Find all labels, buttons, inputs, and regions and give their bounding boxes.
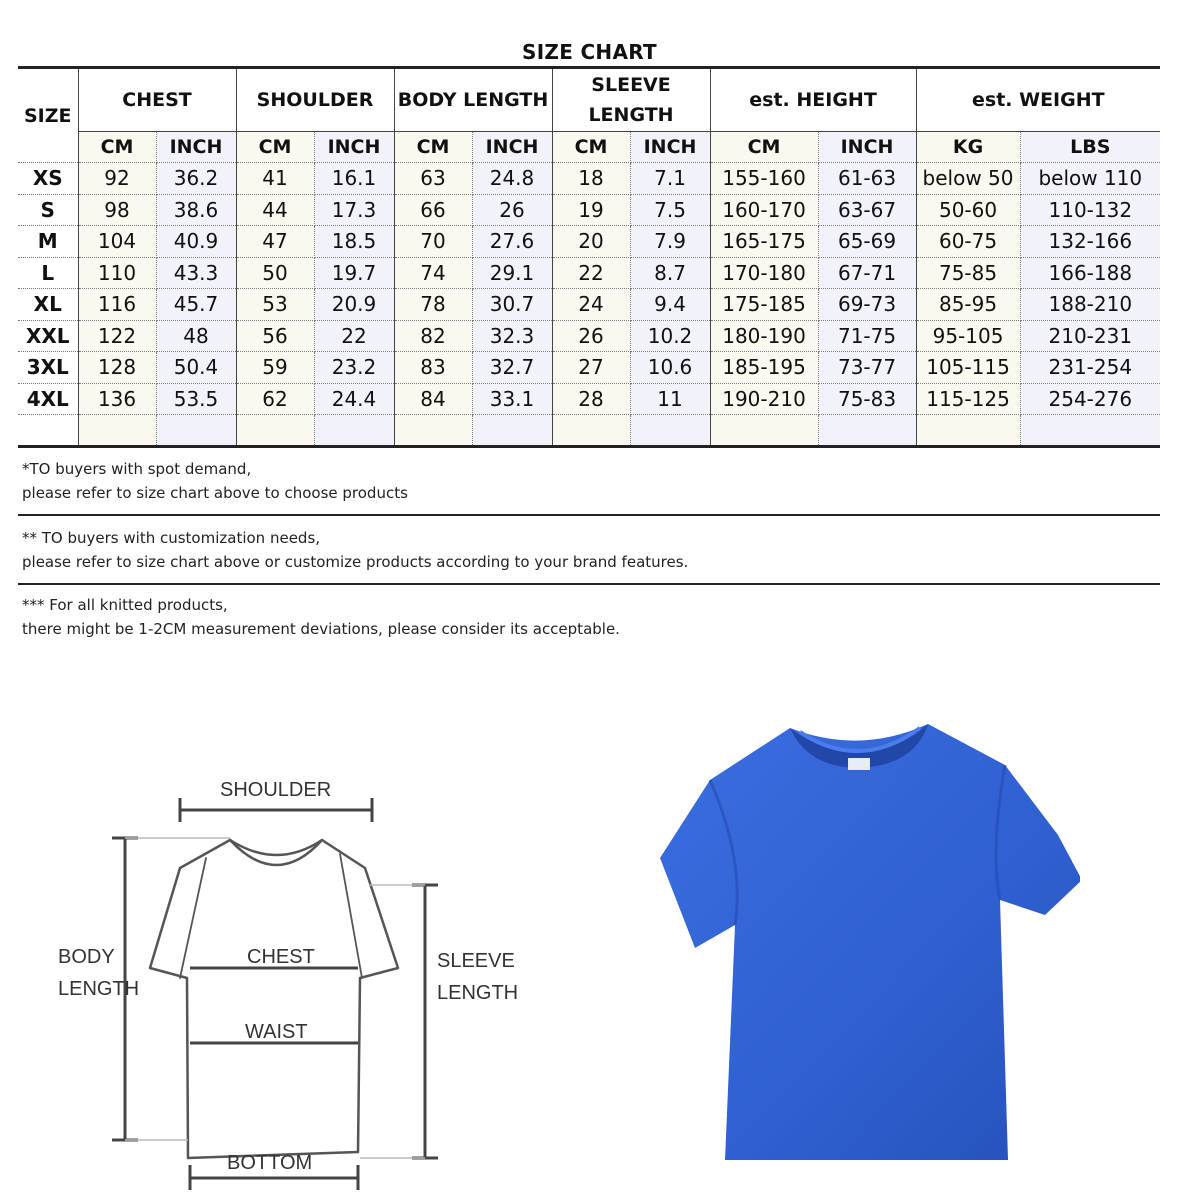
unit-header: INCH [818, 132, 916, 163]
group-header-shoulder: SHOULDER [236, 68, 394, 132]
table-cell: 45.7 [156, 289, 236, 321]
table-group-header-row [18, 68, 1160, 132]
table-cell: 53.5 [156, 383, 236, 415]
table-cell: 9.4 [630, 289, 710, 321]
unit-header: INCH [314, 132, 394, 163]
table-row [18, 163, 1160, 195]
table-cell: 7.9 [630, 226, 710, 258]
table-cell: 7.5 [630, 194, 710, 226]
empty-cell [156, 415, 236, 447]
table-cell: 60-75 [916, 226, 1020, 258]
table-cell: 20.9 [314, 289, 394, 321]
table-cell: 188-210 [1020, 289, 1160, 321]
table-cell: 83 [394, 352, 472, 384]
empty-cell [314, 415, 394, 447]
divider [18, 514, 1160, 516]
table-cell: 210-231 [1020, 320, 1160, 352]
table-cell: 24 [552, 289, 630, 321]
table-cell: 18 [552, 163, 630, 195]
table-cell: below 110 [1020, 163, 1160, 195]
table-cell: 20 [552, 226, 630, 258]
table-cell: 19 [552, 194, 630, 226]
table-cell: 63 [394, 163, 472, 195]
table-cell: 36.2 [156, 163, 236, 195]
measurement-diagram [40, 760, 560, 1190]
table-row [18, 289, 1160, 321]
table-cell: 40.9 [156, 226, 236, 258]
table-row [18, 383, 1160, 415]
table-cell: 190-210 [710, 383, 818, 415]
unit-header: LBS [1020, 132, 1160, 163]
blue-tshirt-icon [650, 710, 1080, 1170]
unit-header: CM [710, 132, 818, 163]
unit-header: CM [236, 132, 314, 163]
table-cell: 11 [630, 383, 710, 415]
table-cell: 50.4 [156, 352, 236, 384]
size-cell: S [18, 194, 78, 226]
group-header-body-length: BODY LENGTH [394, 68, 552, 132]
empty-cell [818, 415, 916, 447]
unit-header: CM [552, 132, 630, 163]
size-chart-title: SIZE CHART [521, 40, 657, 64]
table-cell: 38.6 [156, 194, 236, 226]
table-cell: 27 [552, 352, 630, 384]
table-cell: 85-95 [916, 289, 1020, 321]
table-cell: 185-195 [710, 352, 818, 384]
unit-header: CM [394, 132, 472, 163]
table-cell: 47 [236, 226, 314, 258]
label-sleeve-length: LENGTH [437, 982, 519, 1004]
group-header-chest: CHEST [78, 68, 236, 132]
size-cell: 3XL [18, 352, 78, 384]
table-cell: 69-73 [818, 289, 916, 321]
table-cell: 105-115 [916, 352, 1020, 384]
table-cell: 95-105 [916, 320, 1020, 352]
table-cell: 82 [394, 320, 472, 352]
table-cell: 78 [394, 289, 472, 321]
table-cell: below 50 [916, 163, 1020, 195]
group-header-weight: est. WEIGHT [916, 68, 1160, 132]
divider [18, 583, 1160, 585]
table-cell: 175-185 [710, 289, 818, 321]
table-cell: 75-83 [818, 383, 916, 415]
size-cell: 4XL [18, 383, 78, 415]
table-cell: 23.2 [314, 352, 394, 384]
table-cell: 27.6 [472, 226, 552, 258]
size-chart-table [18, 66, 1160, 448]
table-row [18, 320, 1160, 352]
table-cell: 24.4 [314, 383, 394, 415]
table-cell: 116 [78, 289, 156, 321]
table-row [18, 194, 1160, 226]
table-cell: 98 [78, 194, 156, 226]
table-cell: 166-188 [1020, 257, 1160, 289]
label-sleeve-length: SLEEVE [437, 950, 515, 972]
table-cell: 24.8 [472, 163, 552, 195]
table-cell: 50 [236, 257, 314, 289]
label-body-length: BODY [58, 946, 115, 968]
table-cell: 122 [78, 320, 156, 352]
size-cell: XS [18, 163, 78, 195]
table-cell: 56 [236, 320, 314, 352]
label-waist: WAIST [245, 1021, 308, 1043]
table-cell: 10.2 [630, 320, 710, 352]
size-table-body [18, 163, 1160, 447]
table-cell: 8.7 [630, 257, 710, 289]
table-cell: 30.7 [472, 289, 552, 321]
note-line: ** TO buyers with customization needs, [22, 529, 321, 547]
table-cell: 180-190 [710, 320, 818, 352]
note-spot-demand [22, 457, 1162, 505]
empty-cell [710, 415, 818, 447]
unit-header: INCH [472, 132, 552, 163]
empty-cell [394, 415, 472, 447]
table-cell: 41 [236, 163, 314, 195]
empty-cell [630, 415, 710, 447]
table-cell: 165-175 [710, 226, 818, 258]
size-header: SIZE [18, 68, 78, 163]
empty-cell [236, 415, 314, 447]
size-cell: XL [18, 289, 78, 321]
table-cell: 70 [394, 226, 472, 258]
table-cell: 155-160 [710, 163, 818, 195]
table-cell: 43.3 [156, 257, 236, 289]
table-cell: 66 [394, 194, 472, 226]
unit-header: INCH [156, 132, 236, 163]
table-cell: 115-125 [916, 383, 1020, 415]
table-cell: 63-67 [818, 194, 916, 226]
table-cell: 75-85 [916, 257, 1020, 289]
table-cell: 28 [552, 383, 630, 415]
table-cell: 26 [472, 194, 552, 226]
table-cell: 67-71 [818, 257, 916, 289]
label-shoulder: SHOULDER [220, 779, 332, 801]
unit-header: CM [78, 132, 156, 163]
table-cell: 18.5 [314, 226, 394, 258]
table-empty-row [18, 415, 1160, 447]
table-cell: 110 [78, 257, 156, 289]
table-cell: 128 [78, 352, 156, 384]
table-row [18, 226, 1160, 258]
empty-cell [552, 415, 630, 447]
unit-header: INCH [630, 132, 710, 163]
empty-cell [472, 415, 552, 447]
table-cell: 132-166 [1020, 226, 1160, 258]
table-cell: 48 [156, 320, 236, 352]
table-unit-header-row [18, 132, 1160, 163]
table-cell: 50-60 [916, 194, 1020, 226]
table-row [18, 257, 1160, 289]
table-cell: 84 [394, 383, 472, 415]
table-cell: 22 [314, 320, 394, 352]
table-cell: 62 [236, 383, 314, 415]
table-cell: 170-180 [710, 257, 818, 289]
table-cell: 44 [236, 194, 314, 226]
group-header-sleeve-length: SLEEVE LENGTH [552, 68, 710, 132]
table-cell: 16.1 [314, 163, 394, 195]
table-cell: 59 [236, 352, 314, 384]
table-cell: 104 [78, 226, 156, 258]
size-cell: L [18, 257, 78, 289]
note-line: there might be 1-2CM measurement deviations, please consider its acceptable. [22, 620, 620, 638]
table-cell: 231-254 [1020, 352, 1160, 384]
table-cell: 160-170 [710, 194, 818, 226]
table-cell: 254-276 [1020, 383, 1160, 415]
note-knitted-deviation [22, 593, 1162, 641]
label-bottom: BOTTOM [227, 1152, 313, 1174]
table-cell: 73-77 [818, 352, 916, 384]
table-cell: 136 [78, 383, 156, 415]
empty-cell [1020, 415, 1160, 447]
table-cell: 26 [552, 320, 630, 352]
note-line: please refer to size chart above or customize products according to your brand features. [22, 553, 689, 571]
note-customization [22, 526, 1162, 574]
empty-cell [78, 415, 156, 447]
table-cell: 110-132 [1020, 194, 1160, 226]
table-cell: 71-75 [818, 320, 916, 352]
table-cell: 19.7 [314, 257, 394, 289]
size-cell: M [18, 226, 78, 258]
table-cell: 32.3 [472, 320, 552, 352]
table-cell: 53 [236, 289, 314, 321]
table-cell: 17.3 [314, 194, 394, 226]
table-cell: 29.1 [472, 257, 552, 289]
table-cell: 61-63 [818, 163, 916, 195]
table-cell: 65-69 [818, 226, 916, 258]
group-header-height: est. HEIGHT [710, 68, 916, 132]
table-cell: 32.7 [472, 352, 552, 384]
label-body-length: LENGTH [58, 978, 140, 1000]
table-row [18, 352, 1160, 384]
note-line: please refer to size chart above to choose products [22, 484, 408, 502]
table-cell: 7.1 [630, 163, 710, 195]
unit-header: KG [916, 132, 1020, 163]
table-cell: 74 [394, 257, 472, 289]
label-chest: CHEST [247, 946, 315, 968]
table-cell: 10.6 [630, 352, 710, 384]
note-line: *** For all knitted products, [22, 596, 228, 614]
blue-tshirt-image [650, 710, 1080, 1170]
empty-cell [916, 415, 1020, 447]
size-cell: XXL [18, 320, 78, 352]
table-cell: 22 [552, 257, 630, 289]
empty-cell [18, 415, 78, 447]
table-cell: 33.1 [472, 383, 552, 415]
note-line: *TO buyers with spot demand, [22, 460, 252, 478]
table-cell: 92 [78, 163, 156, 195]
